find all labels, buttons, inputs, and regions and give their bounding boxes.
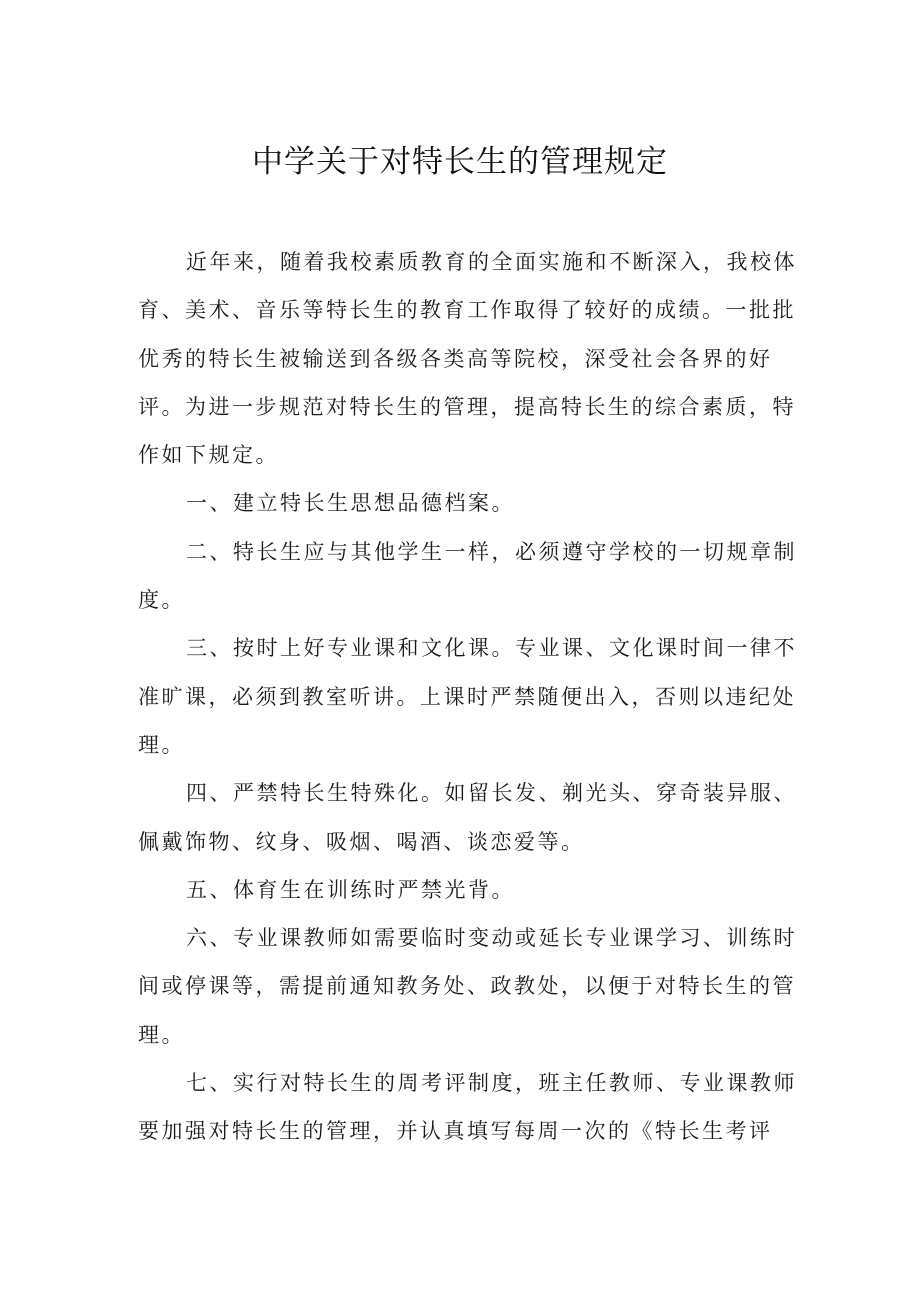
document-body [138,238,798,1156]
paragraph-rule-2: 二、特长生应与其他学生一样，必须遵守学校的一切规章制度。 [138,539,797,613]
paragraph-intro: 近年来，随着我校素质教育的全面实施和不断深入，我校体育、美术、音乐等特长生的教育工作取得了较好的成绩。一批批优秀的特长生被输送到各级各类高等院校，深受社会各界的好评。为进一步规范对特长生的管理，提高特长生的综合素质，特作如下规定。 [138,250,797,468]
paragraph-rule-1: 一、建立特长生思想品德档案。 [186,491,515,516]
paragraph-rule-6: 六、专业课教师如需要临时变动或延长专业课学习、训练时间或停课等，需提前通知教务处、政教处，以便于对特长生的管理。 [138,926,797,1047]
paragraph-rule-7: 七、实行对特长生的周考评制度，班主任教师、专业课教师要加强对特长生的管理，并认真填写每周一次的《特长生考评 [138,1071,797,1144]
paragraph-rule-5: 五、体育生在训练时严禁光背。 [186,877,515,902]
paragraph-rule-3: 三、按时上好专业课和文化课。专业课、文化课时间一律不准旷课，必须到教室听讲。上课时严禁随便出入，否则以违纪处理。 [138,636,797,757]
paragraph-rule-4: 四、严禁特长生特殊化。如留长发、剃光头、穿奇装异服、佩戴饰物、纹身、吸烟、喝酒、谈恋爱等。 [138,781,797,854]
document-title: 中学关于对特长生的管理规定 [252,144,668,180]
